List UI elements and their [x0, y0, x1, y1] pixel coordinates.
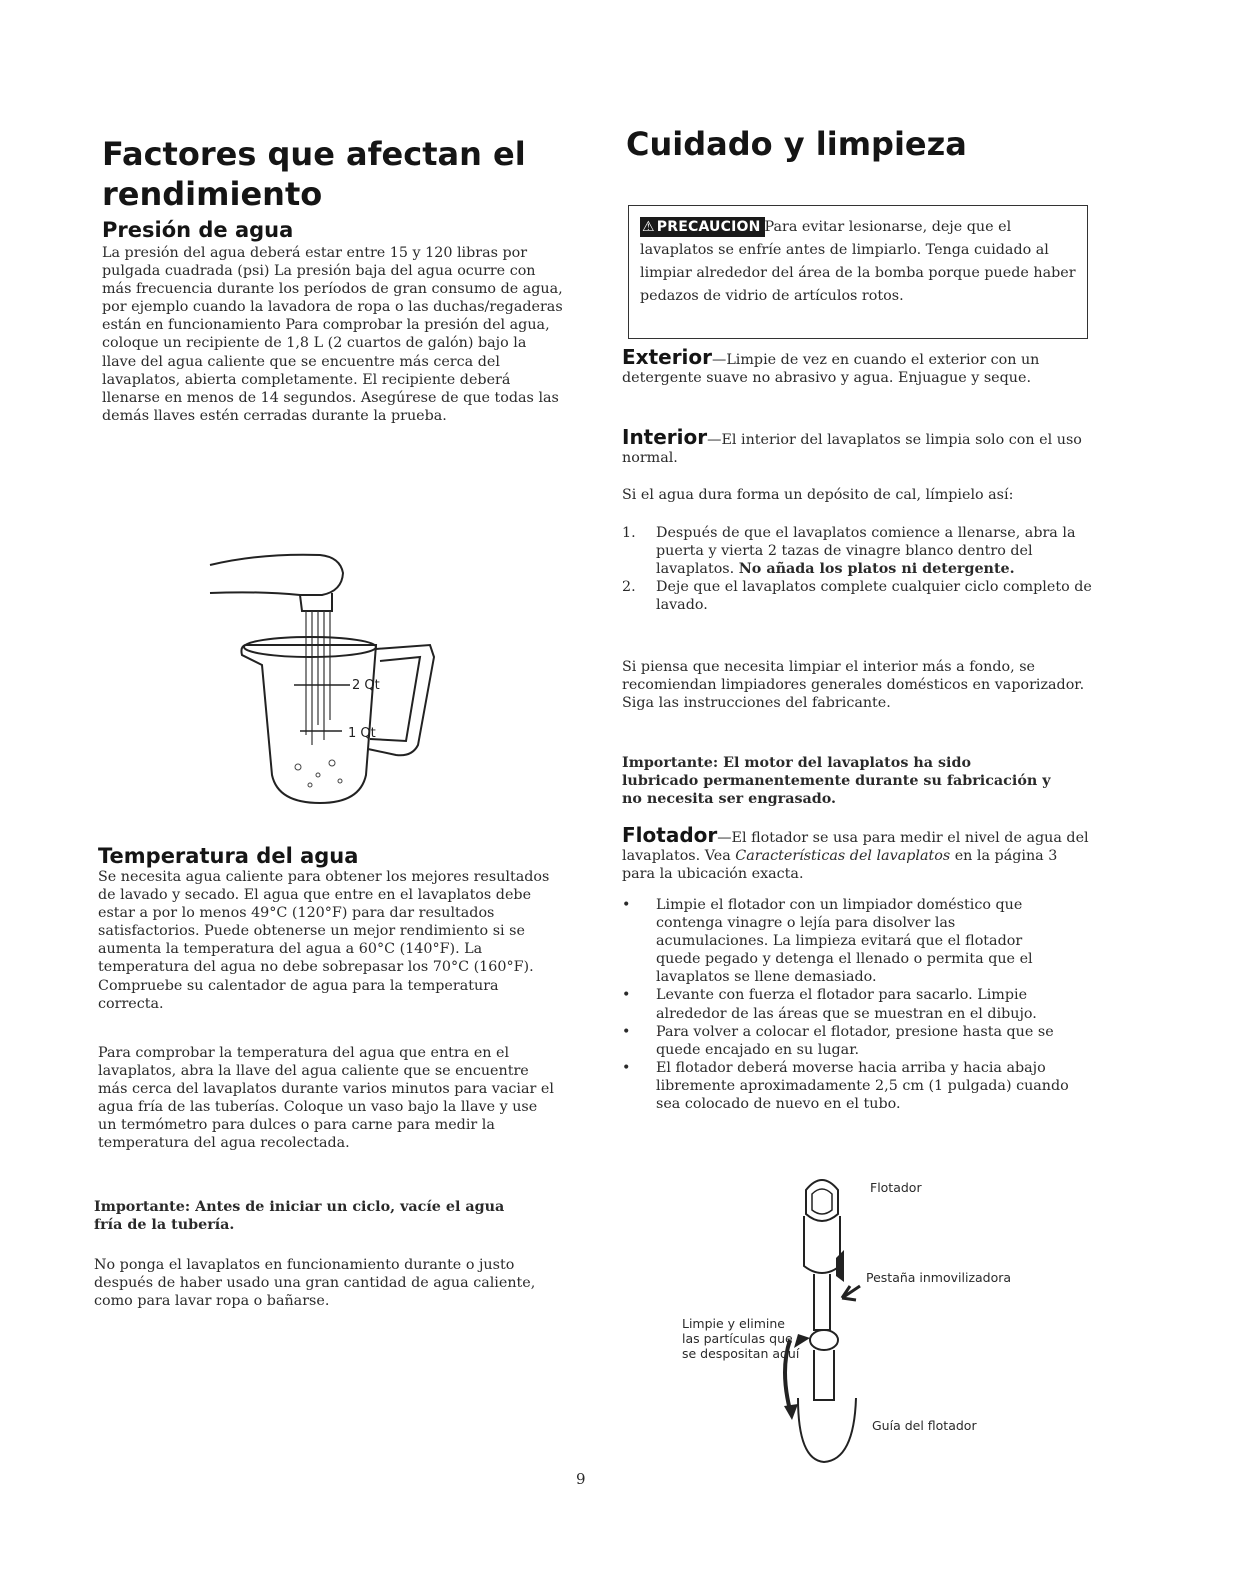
float-bullet: • Levante con fuerza el flotador para sacarlo. Limpie alrededor de las áreas que se muestran en el dibujo.: [622, 987, 1037, 1022]
float-text-italic: Características del lavaplatos: [735, 848, 951, 865]
interior-label: Interior: [622, 425, 708, 449]
interior-step: [622, 578, 1092, 614]
exterior-paragraph: [622, 345, 1092, 387]
figure-label-float: Flotador: [870, 1180, 922, 1195]
float-label: Flotador: [622, 823, 718, 847]
right-title: Cuidado y limpieza: [626, 125, 967, 163]
interior-step: [622, 524, 1092, 578]
float-bullet: • Limpie el flotador con un limpiador doméstico que contenga vinagre o lejía para disolver las acumulaciones. La limpieza evitará que el flotador quede pegado y detenga el llenado o permita que el lavaplatos se llene demasiado.: [622, 897, 1033, 986]
float-bullets: [622, 896, 1070, 1113]
float-bullet: • Para volver a colocar el flotador, presione hasta que se quede encajado en su lugar.: [622, 1023, 1054, 1058]
temperature-important: Importante: Antes de iniciar un ciclo, vacíe el agua fría de la tubería.: [94, 1199, 505, 1234]
caution-text: [640, 216, 1080, 308]
measuring-cup-figure: [200, 545, 460, 845]
interior-text: —El interior del lavaplatos se limpia solo con el uso normal.: [622, 432, 1082, 467]
step-number: 1.: [622, 525, 636, 541]
left-title: Factores que afectan el rendimiento: [102, 135, 526, 213]
caution-badge-label: PRECAUCION: [656, 219, 761, 235]
caution-badge: [640, 217, 765, 237]
interior-intro: Si el agua dura forma un depósito de cal, límpielo así:: [622, 487, 1014, 503]
float-paragraph: [622, 823, 1092, 883]
interior-steps: [622, 524, 1092, 614]
cup-1qt-label: 1 Qt: [348, 726, 376, 741]
page-number: 9: [576, 1470, 586, 1488]
temperature-body-3: No ponga el lavaplatos en funcionamiento durante o justo después de haber usado una gran cantidad de agua caliente, como para lavar ropa o bañarse.: [94, 1257, 536, 1310]
temperature-body-2: Para comprobar la temperatura del agua que entra en el lavaplatos, abra la llave del agua caliente que se encuentre más cerca del lavaplatos durante varios minutos para vaciar el agua fría de las tuberías. Coloque un vaso bajo la llave y use un termómetro para dulces o para carne para medir la temperatura del agua recolectada.: [98, 1045, 554, 1152]
step-bold-text: No añada los platos ni detergente.: [738, 561, 1015, 578]
figure-label-locking-tab: Pestaña inmovilizadora: [866, 1270, 1012, 1285]
exterior-text: —Limpie de vez en cuando el exterior con un detergente suave no abrasivo y agua. Enjuague y seque.: [622, 352, 1040, 387]
temperature-body-1: Se necesita agua caliente para obtener los mejores resultados de lavado y secado. El agua que entre en el lavaplatos debe estar a por lo menos 49°C (120°F) para dar resultados satisfactorios. Puede obtenerse un mejor rendimiento si se aumenta la temperatura del agua a 60°C (140°F). La temperatura del agua no debe sobrepasar los 70°C (160°F). Compruebe su calentador de agua para la temperatura correcta.: [98, 869, 550, 1012]
float-text-a: —El flotador se usa para medir el nivel de agua del lavaplatos. Vea: [622, 830, 1089, 865]
caution-body: Para evitar lesionarse, deje que el lavaplatos se enfríe antes de limpiarlo. Tenga cuidado al limpiar alrededor del área de la bomba porque puede haber pedazos de vidrio de artículos rotos.: [640, 219, 1076, 304]
interior-deep-clean: Si piensa que necesita limpiar el interior más a fondo, se recomiendan limpiadores generales domésticos en vaporizador. Siga las instrucciones del fabricante.: [622, 659, 1085, 712]
warning-triangle-icon: ⚠: [642, 219, 655, 235]
interior-paragraph: [622, 425, 1092, 467]
step-text: Deje que el lavaplatos complete cualquier ciclo completo de lavado.: [656, 579, 1092, 614]
float-bullet: • El flotador deberá moverse hacia arriba y hacia abajo libremente aproximadamente 2,5 cm (1 pulgada) cuando sea colocado de nuevo en el tubo.: [622, 1059, 1069, 1113]
float-text-b: en la página 3 para la ubicación exacta.: [622, 848, 1058, 883]
temperature-heading: Temperatura del agua: [98, 844, 359, 868]
step-text: Después de que el lavaplatos comience a llenarse, abra la puerta y vierta 2 tazas de vinagre blanco dentro del lavaplatos.: [656, 525, 1076, 578]
step-number: 2.: [622, 579, 636, 596]
figure-label-clean-here: Limpie y elimine las partículas que se despositan aquí: [682, 1316, 800, 1361]
cup-2qt-label: 2 Qt: [352, 678, 380, 693]
exterior-label: Exterior: [622, 345, 713, 369]
interior-important: Importante: El motor del lavaplatos ha sido lubricado permanentemente durante su fabricación y no necesita ser engrasado.: [622, 755, 1051, 808]
pressure-heading: Presión de agua: [102, 218, 294, 242]
pressure-body: La presión del agua deberá estar entre 15 y 120 libras por pulgada cuadrada (psi) La presión baja del agua ocurre con más frecuencia durante los períodos de gran consumo de agua, por ejemplo cuando la lavadora de ropa o las duchas/regaderas están en funcionamiento Para comprobar la presión del agua, coloque un recipiente de 1,8 L (2 cuartos de galón) bajo la llave del agua caliente que se encuentre más cerca del lavaplatos, abierta completamente. El recipiente deberá llenarse en menos de 14 segundos. Asegúrese de que todas las demás llaves estén cerradas durante la prueba.: [102, 245, 563, 424]
figure-label-float-guide: Guía del flotador: [872, 1418, 977, 1433]
